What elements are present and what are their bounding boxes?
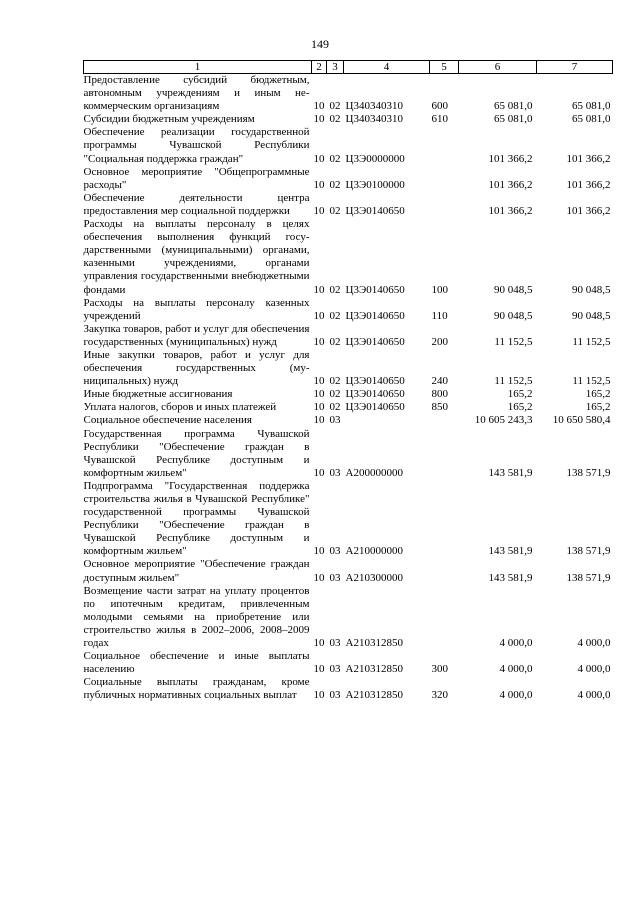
row-section: 10: [313, 204, 325, 217]
table-row: [84, 323, 613, 349]
row-description: Иные закупки товаров, работ и услуг для обеспечения государственных (муниципальных) нужд: [83, 348, 310, 388]
row-expense-type: 300: [431, 663, 448, 676]
row-expense-type: [430, 126, 459, 165]
row-amount-year1: 65 081,0: [494, 100, 533, 113]
row-description: Социальное обеспечение населения: [83, 414, 252, 427]
row-amount-year2: 101 366,2: [566, 178, 611, 191]
row-expense-type: 240: [431, 375, 448, 388]
row-section: 10: [313, 545, 325, 558]
row-target-code: Ц3Э0140650: [345, 309, 405, 322]
row-description: Иные бюджетные ассигнования: [83, 388, 233, 401]
row-target-code: Ц3Э0140650: [345, 283, 405, 296]
row-target-code: А210300000: [345, 571, 403, 584]
row-section: 10: [313, 113, 325, 126]
row-amount-year2: 101 366,2: [566, 152, 611, 165]
row-amount-year1: 165,2: [507, 401, 533, 414]
row-subsection: 02: [329, 375, 341, 388]
table-row: [84, 401, 613, 414]
header-cell: 1: [84, 61, 312, 74]
row-description: Государственная программа Чувашской Республики "Обеспечение граждан в Чувашской Республике доступным и комфортным жильем": [83, 427, 310, 479]
row-amount-year1: 4 000,0: [499, 663, 533, 676]
row-amount-year2: 138 571,9: [566, 571, 611, 584]
row-section: 10: [313, 689, 325, 702]
row-amount-year1: 101 366,2: [488, 204, 533, 217]
row-expense-type: 100: [431, 283, 448, 296]
row-amount-year2: 11 152,5: [572, 335, 611, 348]
table-row: [84, 585, 613, 650]
row-description: Обеспечение деятельности центра предоставления мер социальной поддержки: [83, 191, 310, 217]
row-description: Уплата налогов, сборов и иных платежей: [83, 401, 277, 414]
row-description: Социальное обеспечение и иные выплаты населению: [83, 650, 310, 676]
table-row: [84, 113, 613, 126]
row-amount-year2: 4 000,0: [577, 663, 611, 676]
table-row: [84, 558, 613, 584]
row-amount-year2: 90 048,5: [572, 309, 611, 322]
row-target-code: Ц3Э0140650: [345, 388, 405, 401]
row-section: 10: [313, 637, 325, 650]
row-amount-year1: 4 000,0: [499, 689, 533, 702]
table-row: [84, 74, 613, 114]
table-row: [84, 166, 613, 192]
row-expense-type: 610: [431, 113, 448, 126]
row-target-code: Ц3Э0100000: [345, 178, 405, 191]
row-target-code: А210000000: [345, 545, 403, 558]
row-subsection: 03: [329, 663, 341, 676]
table-row: [84, 480, 613, 559]
row-subsection: 02: [329, 283, 341, 296]
row-amount-year2: 65 081,0: [572, 100, 611, 113]
row-amount-year2: 10 650 580,4: [552, 414, 611, 427]
row-section: 10: [313, 283, 325, 296]
row-description: Возмещение части затрат на уплату процентов по ипотечным кредитам, привлеченным молодыми семьями на приобретение или строительство жилья в 2002–2006, 2008–2009 годах: [83, 584, 310, 650]
row-section: 10: [313, 388, 325, 401]
row-description: Основное мероприятие "Обеспечение граждан доступным жильем": [83, 558, 310, 584]
budget-table: [83, 60, 613, 703]
row-subsection: 03: [329, 689, 341, 702]
row-description: Закупка товаров, работ и услуг для обеспечения государственных (муниципальных) нужд: [83, 322, 310, 348]
header-cell: 7: [537, 61, 613, 74]
row-amount-year2: 90 048,5: [572, 283, 611, 296]
row-amount-year1: 143 581,9: [488, 571, 533, 584]
row-expense-type: 600: [431, 100, 448, 113]
row-amount-year1: 143 581,9: [488, 466, 533, 479]
table-row: [84, 388, 613, 401]
row-subsection: 02: [329, 152, 341, 165]
row-section: 10: [313, 178, 325, 191]
table-row: [84, 650, 613, 676]
row-target-code: А210312850: [345, 689, 403, 702]
row-target-code: Ц3Э0140650: [345, 401, 405, 414]
row-target-code: А200000000: [345, 466, 403, 479]
row-target-code: Ц3Э0000000: [345, 152, 405, 165]
row-subsection: 02: [329, 113, 341, 126]
header-cell: 4: [344, 61, 430, 74]
table-row: [84, 126, 613, 165]
row-amount-year2: 138 571,9: [566, 545, 611, 558]
row-expense-type: [430, 480, 459, 559]
row-amount-year2: 165,2: [585, 388, 611, 401]
row-amount-year1: 90 048,5: [494, 283, 533, 296]
row-amount-year2: 4 000,0: [577, 637, 611, 650]
row-amount-year1: 11 152,5: [494, 335, 533, 348]
row-expense-type: 320: [431, 689, 448, 702]
row-description: Обеспечение реализации государственной программы Чувашской Республики "Социальная поддержка граждан": [83, 126, 310, 165]
row-description: Расходы на выплаты персоналу казенных учреждений: [83, 296, 310, 322]
row-expense-type: [430, 192, 459, 218]
row-subsection: 02: [329, 178, 341, 191]
row-target-code: Ц3Э0140650: [345, 204, 405, 217]
table-row: [84, 218, 613, 297]
header-cell: 2: [312, 61, 327, 74]
row-amount-year1: 101 366,2: [488, 152, 533, 165]
row-amount-year1: 10 605 243,3: [474, 414, 533, 427]
row-description: Предоставление субсидий бюджетным, автономным учреждениям и иным некоммерческим организациям: [83, 74, 310, 113]
header-cell: 5: [430, 61, 459, 74]
row-expense-type: [430, 585, 459, 650]
table-row: [84, 349, 613, 388]
row-amount-year2: 65 081,0: [572, 113, 611, 126]
row-subsection: 03: [329, 545, 341, 558]
row-expense-type: [430, 166, 459, 192]
row-target-code: Ц340340310: [345, 100, 403, 113]
row-amount-year2: 11 152,5: [572, 375, 611, 388]
row-subsection: 02: [329, 204, 341, 217]
row-expense-type: [430, 558, 459, 584]
table-row: [84, 676, 613, 702]
row-target-code: [344, 414, 430, 427]
table-row: [84, 428, 613, 480]
row-description: Расходы на выплаты персоналу в целях обеспечения выполнения функций государственными (муниципальными) органами, казенными учреждениями, органами управления государственными внебюджетными фондами: [83, 218, 310, 296]
row-expense-type: [430, 428, 459, 480]
row-target-code: Ц3Э0140650: [345, 375, 405, 388]
table-row: [84, 414, 613, 427]
row-expense-type: 850: [431, 401, 448, 414]
row-target-code: Ц340340310: [345, 113, 403, 126]
row-expense-type: 110: [431, 309, 448, 322]
row-subsection: 02: [329, 388, 341, 401]
row-amount-year1: 143 581,9: [488, 545, 533, 558]
table-row: [84, 192, 613, 218]
row-expense-type: 800: [431, 388, 448, 401]
row-expense-type: 200: [431, 335, 448, 348]
row-subsection: 02: [329, 335, 341, 348]
row-subsection: 02: [329, 309, 341, 322]
row-amount-year1: 101 366,2: [488, 178, 533, 191]
table-header-row: [84, 61, 613, 74]
row-subsection: 02: [329, 401, 341, 414]
row-section: 10: [313, 309, 325, 322]
row-section: 10: [313, 335, 325, 348]
row-description: Подпрограмма "Государственная поддержка строительства жилья в Чувашской Республике" государственной программы Чувашской Республики "Обеспечение граждан в Чувашской Республике доступным и комфортным жильем": [83, 479, 310, 558]
row-amount-year2: 4 000,0: [577, 689, 611, 702]
row-amount-year2: 165,2: [585, 401, 611, 414]
row-section: 10: [313, 152, 325, 165]
row-section: 10: [313, 401, 325, 414]
page-number: 149: [311, 37, 329, 51]
row-section: 10: [313, 414, 325, 427]
row-section: 10: [313, 663, 325, 676]
row-amount-year2: 138 571,9: [566, 466, 611, 479]
row-target-code: Ц3Э0140650: [345, 335, 405, 348]
row-section: 10: [313, 100, 325, 113]
row-section: 10: [313, 571, 325, 584]
table-row: [84, 297, 613, 323]
row-description: Социальные выплаты гражданам, кроме публичных нормативных социальных выплат: [83, 676, 310, 702]
row-expense-type: [430, 414, 459, 427]
row-subsection: 03: [329, 637, 341, 650]
row-amount-year2: 101 366,2: [566, 204, 611, 217]
row-amount-year1: 65 081,0: [494, 113, 533, 126]
row-amount-year1: 4 000,0: [499, 637, 533, 650]
row-amount-year1: 165,2: [507, 388, 533, 401]
row-target-code: А210312850: [345, 637, 403, 650]
row-amount-year1: 11 152,5: [494, 375, 533, 388]
header-cell: 6: [459, 61, 537, 74]
row-description: Субсидии бюджетным учреждениям: [83, 113, 255, 126]
row-subsection: 03: [329, 466, 341, 479]
row-section: 10: [313, 466, 325, 479]
row-subsection: 03: [329, 571, 341, 584]
row-description: Основное мероприятие "Общепрограммные расходы": [83, 165, 310, 191]
header-cell: 3: [327, 61, 344, 74]
row-subsection: 02: [329, 100, 341, 113]
row-target-code: А210312850: [345, 663, 403, 676]
row-subsection: 03: [329, 414, 341, 427]
row-amount-year1: 90 048,5: [494, 309, 533, 322]
row-section: 10: [313, 375, 325, 388]
